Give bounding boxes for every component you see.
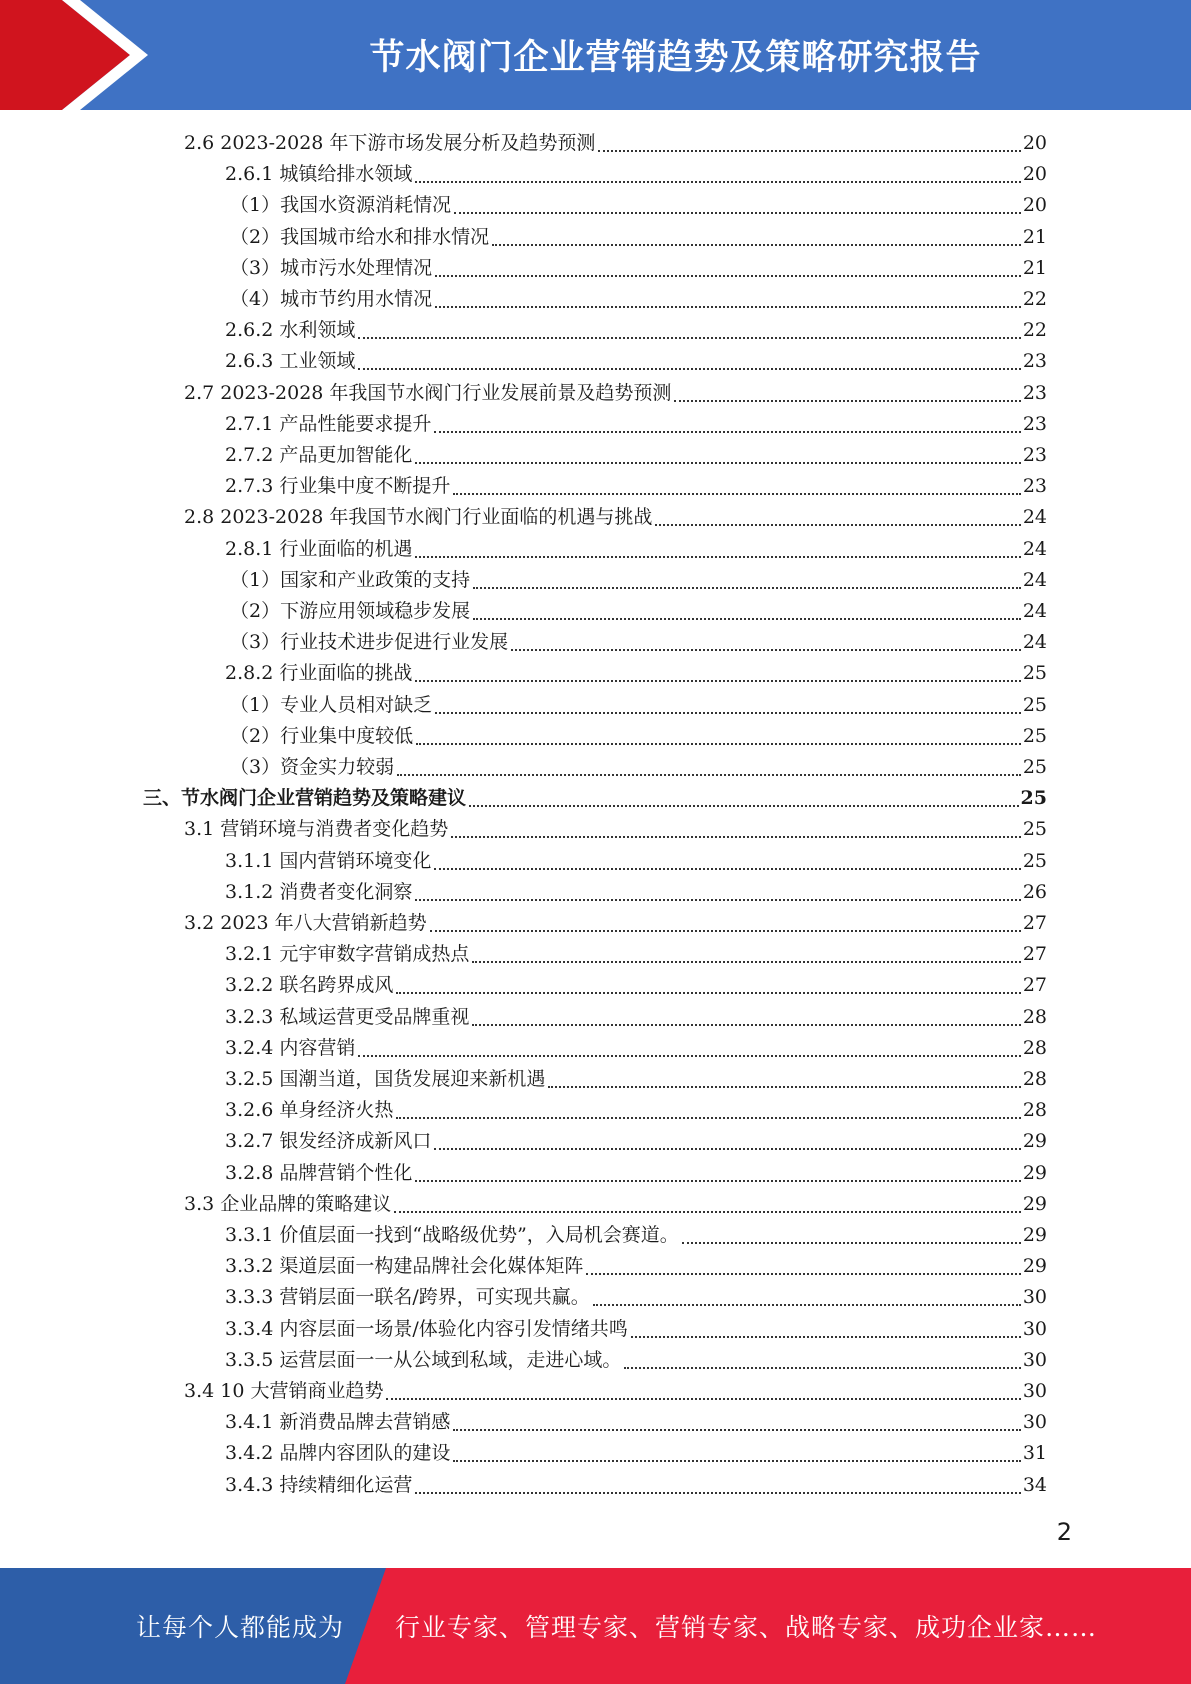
toc-entry[interactable] [225, 1158, 1047, 1189]
toc-entry-page: 23 [1022, 412, 1047, 435]
toc-entry-label: 3.3.3 营销层面一联名/跨界，可实现共赢。 [225, 1286, 590, 1309]
toc-dot-leader [358, 336, 1020, 339]
toc-entry-page: 25 [1022, 693, 1047, 716]
toc-entry-label: 3.4.3 持续精细化运营 [225, 1473, 413, 1496]
toc-entry[interactable] [230, 596, 1047, 627]
toc-dot-leader [416, 742, 1021, 745]
toc-entry-page: 30 [1022, 1348, 1047, 1371]
toc-dot-leader [454, 211, 1021, 214]
toc-entry[interactable] [225, 1095, 1047, 1126]
toc-entry-label: 2.8 2023-2028 年我国节水阀门行业面临的机遇与挑战 [184, 506, 653, 529]
toc-dot-leader [415, 898, 1020, 901]
toc-entry-page: 30 [1022, 1380, 1047, 1402]
toc-entry-label: 3.2.4 内容营销 [225, 1036, 356, 1059]
toc-entry-label: 三、节水阀门企业营销趋势及策略建议 [143, 787, 467, 810]
toc-entry-label: 3.1.1 国内营销环境变化 [225, 849, 432, 872]
toc-dot-leader [386, 1397, 1020, 1400]
page-footer [0, 1568, 1191, 1684]
toc-entry-label: 3.2.7 银发经济成新风口 [225, 1130, 432, 1153]
toc-dot-leader [415, 555, 1020, 558]
toc-entry-page: 29 [1022, 1255, 1047, 1278]
footer-slogan-left: 让每个人都能成为 [135, 1613, 344, 1642]
toc-entry-label: 2.6.2 水利领域 [225, 319, 356, 342]
toc-entry-label: 3.4.2 品牌内容团队的建设 [225, 1442, 451, 1465]
toc-entry-page: 29 [1022, 1224, 1047, 1246]
toc-dot-leader [394, 1210, 1021, 1213]
toc-entry[interactable] [230, 752, 1047, 783]
toc-entry-label: 3.1.2 消费者变化洞察 [225, 880, 413, 903]
toc-entry-label: 3.2.3 私域运营更受品牌重视 [225, 1005, 470, 1028]
toc-entry-page: 25 [1022, 818, 1047, 841]
toc-dot-leader [415, 679, 1020, 682]
toc-dot-leader [453, 1428, 1020, 1431]
toc-entry-page: 34 [1022, 1473, 1047, 1496]
toc-entry-page: 25 [1022, 724, 1047, 747]
toc-entry[interactable] [230, 627, 1047, 658]
toc-entry-page: 27 [1022, 943, 1047, 966]
toc-entry-page: 21 [1022, 225, 1047, 248]
toc-entry[interactable] [225, 1438, 1047, 1469]
toc-entry-page: 28 [1022, 1005, 1047, 1028]
toc-entry-page: 30 [1022, 1317, 1047, 1340]
toc-entry-page: 25 [1020, 787, 1047, 810]
toc-entry-label: 2.6.1 城镇给排水领域 [225, 163, 413, 186]
toc-entry[interactable] [225, 970, 1047, 1001]
toc-entry-page: 22 [1022, 288, 1047, 310]
toc-entry-page: 24 [1022, 631, 1047, 654]
toc-entry-label: 3.3.5 运营层面一一从公域到私域，走进心域。 [225, 1348, 622, 1371]
toc-entry[interactable] [184, 502, 1047, 533]
toc-dot-leader [415, 1179, 1020, 1182]
toc-dot-leader [492, 243, 1021, 246]
toc-entry[interactable] [225, 1220, 1047, 1251]
toc-entry[interactable] [225, 1064, 1047, 1095]
toc-dot-leader [469, 804, 1019, 807]
toc-dot-leader [586, 1272, 1020, 1275]
toc-entry-page: 27 [1022, 912, 1047, 934]
toc-entry-label: 3.2.1 元宇审数字营销成热点 [225, 943, 470, 966]
toc-dot-leader [511, 648, 1021, 651]
toc-dot-leader [473, 617, 1021, 620]
toc-entry-page: 30 [1022, 1286, 1047, 1309]
toc-entry-label: 3.2.8 品牌营销个性化 [225, 1161, 413, 1184]
toc-dot-leader [624, 1366, 1020, 1369]
toc-dot-leader [415, 180, 1020, 183]
toc-entry-label: 2.6.3 工业领域 [225, 350, 356, 373]
toc-dot-leader [435, 305, 1021, 308]
toc-entry[interactable] [184, 1189, 1047, 1220]
toc-entry-label: 2.7.3 行业集中度不断提升 [225, 475, 451, 498]
toc-entry-page: 28 [1022, 1068, 1047, 1090]
toc-dot-leader [396, 1116, 1020, 1119]
toc-entry-page: 23 [1022, 350, 1047, 373]
toc-entry-page: 31 [1022, 1442, 1047, 1465]
toc-entry[interactable] [225, 1002, 1047, 1033]
toc-entry-label: 2.6 2023-2028 年下游市场发展分析及趋势预测 [184, 132, 596, 154]
footer-slogan-right: 行业专家、管理专家、营销专家、战略专家、成功企业家…… [395, 1613, 1098, 1642]
toc-entry-label: 2.7.1 产品性能要求提升 [225, 412, 432, 435]
toc-entry-page: 25 [1022, 662, 1047, 685]
toc-dot-leader [415, 461, 1020, 464]
toc-entry-label: （4）城市节约用水情况 [230, 288, 433, 310]
toc-entry-page: 30 [1022, 1411, 1047, 1434]
toc-entry-label: 3.3.1 价值层面一找到“战略级优势”，入局机会赛道。 [225, 1224, 679, 1246]
toc-entry[interactable] [225, 658, 1047, 689]
toc-dot-leader [472, 1023, 1020, 1026]
toc-dot-leader [655, 523, 1020, 526]
toc-entry[interactable] [184, 908, 1047, 939]
toc-entry-page: 24 [1022, 568, 1047, 591]
page-header [0, 0, 1191, 110]
toc-dot-leader [434, 1147, 1020, 1150]
toc-entry-page: 29 [1022, 1161, 1047, 1184]
toc-dot-leader [430, 929, 1021, 932]
toc-dot-leader [358, 1054, 1020, 1057]
toc-dot-leader [434, 430, 1020, 433]
red-arrow-accent-icon [0, 0, 160, 110]
toc-entry[interactable] [230, 721, 1047, 752]
toc-entry-label: 2.8.2 行业面临的挑战 [225, 662, 413, 685]
toc-entry-page: 20 [1022, 132, 1047, 154]
toc-entry-label: 3.3.4 内容层面一场景/体验化内容引发情绪共鸣 [225, 1317, 628, 1340]
toc-entry[interactable] [230, 284, 1047, 315]
toc-entry[interactable] [225, 315, 1047, 346]
toc-entry-label: （3）行业技术进步促进行业发展 [230, 631, 509, 654]
toc-entry[interactable] [184, 128, 1047, 159]
toc-entry-page: 21 [1022, 256, 1047, 279]
report-title: 节水阀门企业营销趋势及策略研究报告 [369, 38, 982, 78]
toc-entry[interactable] [225, 471, 1047, 502]
toc-entry-page: 29 [1022, 1192, 1047, 1215]
toc-entry[interactable] [225, 1407, 1047, 1438]
toc-entry[interactable] [225, 159, 1047, 190]
toc-entry[interactable] [225, 1470, 1047, 1501]
toc-dot-leader [598, 149, 1020, 152]
toc-dot-leader [453, 492, 1020, 495]
toc-entry[interactable] [225, 1126, 1047, 1157]
toc-entry-label: 3.2.5 国潮当道，国货发展迎来新机遇 [225, 1068, 546, 1090]
toc-entry-page: 24 [1022, 600, 1047, 622]
toc-dot-leader [631, 1335, 1021, 1338]
toc-dot-leader [472, 960, 1020, 963]
toc-dot-leader [453, 1459, 1020, 1462]
toc-entry-label: （1）专业人员相对缺乏 [230, 693, 433, 716]
toc-entry[interactable] [225, 877, 1047, 908]
toc-dot-leader [548, 1085, 1020, 1088]
toc-entry-label: 3.3 企业品牌的策略建议 [184, 1192, 392, 1215]
toc-entry-label: 3.4 10 大营销商业趋势 [184, 1380, 384, 1402]
toc-entry[interactable] [230, 565, 1047, 596]
toc-dot-leader [682, 1241, 1021, 1244]
toc-entry[interactable] [230, 690, 1047, 721]
toc-entry-page: 28 [1022, 1099, 1047, 1122]
toc-entry[interactable] [225, 939, 1047, 970]
toc-dot-leader [396, 991, 1020, 994]
toc-entry-label: （1）国家和产业政策的支持 [230, 568, 471, 591]
toc-dot-leader [434, 867, 1020, 870]
toc-entry-page: 29 [1022, 1130, 1047, 1153]
toc-entry-label: 3.4.1 新消费品牌去营销感 [225, 1411, 451, 1434]
toc-entry-label: （3）城市污水处理情况 [230, 256, 433, 279]
toc-entry[interactable] [230, 253, 1047, 284]
toc-entry-label: 3.2.2 联名跨界成风 [225, 974, 394, 997]
toc-entry[interactable] [225, 846, 1047, 877]
toc-entry-page: 27 [1022, 974, 1047, 997]
toc-entry-label: 3.2 2023 年八大营销新趋势 [184, 912, 427, 934]
toc-entry[interactable] [225, 534, 1047, 565]
toc-entry-label: （2）下游应用领域稳步发展 [230, 600, 471, 622]
toc-entry[interactable] [184, 814, 1047, 845]
toc-dot-leader [435, 711, 1021, 714]
toc-entry[interactable] [143, 783, 1047, 814]
toc-entry[interactable] [225, 1345, 1047, 1376]
toc-entry[interactable] [230, 190, 1047, 221]
toc-entry[interactable] [225, 346, 1047, 377]
toc-entry-page: 22 [1022, 319, 1047, 342]
toc-entry-page: 23 [1022, 475, 1047, 498]
toc-dot-leader [415, 1491, 1020, 1494]
toc-entry-label: （1）我国水资源消耗情况 [230, 194, 452, 217]
toc-entry-label: 3.1 营销环境与消费者变化趋势 [184, 818, 449, 841]
toc-entry-label: （2）行业集中度较低 [230, 724, 414, 747]
toc-entry-label: （2）我国城市给水和排水情况 [230, 225, 490, 248]
toc-dot-leader [435, 274, 1021, 277]
toc-entry[interactable] [184, 1376, 1047, 1407]
toc-entry-page: 28 [1022, 1036, 1047, 1059]
toc-entry[interactable] [184, 378, 1047, 409]
toc-entry[interactable] [225, 440, 1047, 471]
toc-entry-page: 25 [1022, 756, 1047, 778]
toc-entry-label: （3）资金实力较弱 [230, 756, 395, 778]
toc-entry[interactable] [225, 1251, 1047, 1282]
toc-entry[interactable] [225, 409, 1047, 440]
toc-entry[interactable] [225, 1314, 1047, 1345]
toc-dot-leader [593, 1303, 1021, 1306]
toc-entry-label: 2.8.1 行业面临的机遇 [225, 537, 413, 560]
toc-entry[interactable] [230, 222, 1047, 253]
toc-dot-leader [397, 773, 1021, 776]
toc-entry-page: 20 [1022, 163, 1047, 186]
toc-dot-leader [358, 367, 1020, 370]
toc-entry-page: 26 [1022, 880, 1047, 903]
toc-entry[interactable] [225, 1033, 1047, 1064]
toc-entry-page: 24 [1022, 506, 1047, 529]
toc-entry-label: 2.7 2023-2028 年我国节水阀门行业发展前景及趋势预测 [184, 381, 672, 404]
page-number: 2 [1056, 1518, 1072, 1546]
toc-entry-page: 20 [1022, 194, 1047, 217]
toc-entry-label: 3.2.6 单身经济火热 [225, 1099, 394, 1122]
toc-dot-leader [451, 835, 1021, 838]
toc-entry-page: 25 [1022, 849, 1047, 872]
toc-entry-page: 23 [1022, 381, 1047, 404]
toc-dot-leader [674, 399, 1020, 402]
toc-entry-label: 3.3.2 渠道层面一构建品牌社会化媒体矩阵 [225, 1255, 584, 1278]
toc-dot-leader [473, 586, 1021, 589]
toc-entry-page: 23 [1022, 444, 1047, 466]
toc-entry[interactable] [225, 1282, 1047, 1313]
toc-entry-page: 24 [1022, 537, 1047, 560]
toc-entry-label: 2.7.2 产品更加智能化 [225, 444, 413, 466]
